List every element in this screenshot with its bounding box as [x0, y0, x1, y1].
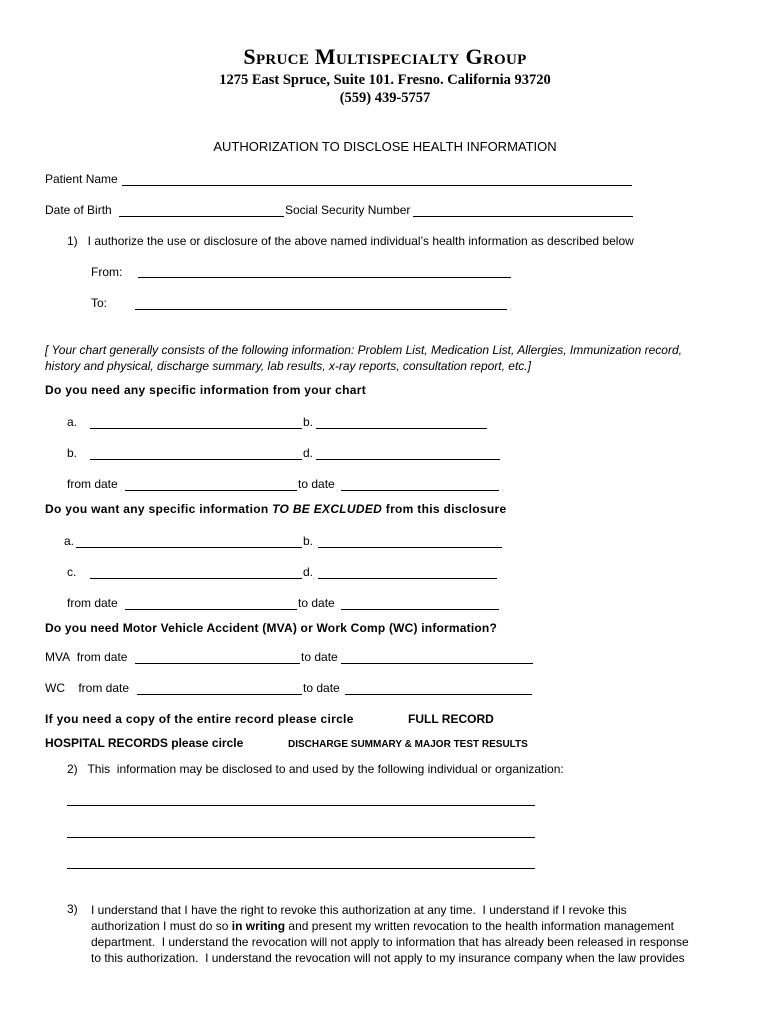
excluded-b-label: b.	[303, 534, 314, 548]
item-3-number: 3)	[67, 902, 78, 916]
mva-to-field[interactable]	[341, 663, 533, 664]
hospital-records-question: HOSPITAL RECORDS please circle	[45, 736, 244, 750]
excluded-a-field[interactable]	[76, 547, 302, 548]
chart-note-line-1	[45, 343, 682, 357]
discharge-summary-option[interactable]: DISCHARGE SUMMARY & MAJOR TEST RESULTS	[288, 739, 528, 750]
recipient-line-3[interactable]	[67, 868, 535, 869]
recipient-line-1[interactable]	[67, 805, 535, 806]
excluded-info-question	[45, 502, 506, 516]
item-3-line-3: department. I understand the revocation will not apply to information that has already been released in response	[91, 935, 689, 949]
excluded-c-label: c.	[67, 565, 77, 579]
excluded-d-field[interactable]	[318, 578, 497, 579]
to-label: To:	[91, 296, 108, 310]
item-3-paragraph	[91, 902, 751, 966]
organization-name: Spruce Multispecialty Group	[243, 44, 527, 69]
item-2-text: 2) This information may be disclosed to and used by the following individual or organization:	[67, 762, 564, 776]
excluded-q-prefix: Do you want any specific information	[45, 502, 273, 516]
full-record-question: If you need a copy of the entire record please circle	[45, 712, 354, 726]
wc-to-field[interactable]	[345, 694, 532, 695]
wc-from-field[interactable]	[137, 694, 302, 695]
dob-label: Date of Birth	[45, 203, 112, 217]
mva-from-label: MVA from date	[45, 650, 128, 664]
dob-field[interactable]	[119, 216, 284, 217]
excluded-d-label: d.	[303, 565, 314, 579]
wc-to-label: to date	[303, 681, 340, 695]
excluded-to-date-label: to date	[298, 596, 335, 610]
to-field[interactable]	[135, 309, 507, 310]
patient-name-field[interactable]	[122, 185, 632, 186]
organization-address: 1275 East Spruce, Suite 101. Fresno. California 93720	[219, 72, 551, 88]
excluded-c-field[interactable]	[90, 578, 302, 579]
specific-a-field[interactable]	[90, 428, 302, 429]
specific-info-question: Do you need any specific information from your chart	[45, 383, 366, 397]
item-3-line-1: I understand that I have the right to revoke this authorization at any time. I understand if I revoke this	[91, 903, 627, 917]
specific-to-date-label: to date	[298, 477, 335, 491]
chart-note-text-1: [ Your chart generally consists of the following information: Problem List, Medication List, Allergies, Immunization record,	[45, 343, 682, 357]
mva-from-field[interactable]	[135, 663, 300, 664]
specific-c-label: b.	[67, 446, 78, 460]
item-1-text: 1) I authorize the use or disclosure of the above named individual’s health information as described below	[67, 234, 634, 248]
specific-from-date-field[interactable]	[125, 490, 297, 491]
excluded-to-date-field[interactable]	[341, 609, 499, 610]
specific-b-label: b.	[303, 415, 314, 429]
organization-phone: (559) 439-5757	[339, 90, 431, 106]
item-3-line-4: to this authorization. I understand the revocation will not apply to my insurance company when the law provides	[91, 951, 685, 965]
mva-to-label: to date	[301, 650, 338, 664]
recipient-line-2[interactable]	[67, 837, 535, 838]
item-3-line-2-pre: authorization I must do so	[91, 919, 232, 933]
full-record-option[interactable]: FULL RECORD	[408, 712, 494, 726]
item-3-line-2	[91, 918, 751, 934]
specific-d-label: d.	[303, 446, 314, 460]
excluded-b-field[interactable]	[318, 547, 502, 548]
form-title: AUTHORIZATION TO DISCLOSE HEALTH INFORMATION	[213, 139, 557, 154]
ssn-field[interactable]	[413, 216, 633, 217]
specific-to-date-field[interactable]	[341, 490, 499, 491]
ssn-label: Social Security Number	[285, 203, 411, 217]
item-3-line-2-post: and present my written revocation to the health information management	[285, 919, 674, 933]
item-3-line-2-emphasis: in writing	[231, 919, 286, 933]
from-field[interactable]	[138, 277, 511, 278]
chart-note-line-2: history and physical, discharge summary, lab results, x-ray reports, consultation report, etc.]	[45, 359, 531, 373]
specific-c-field[interactable]	[90, 459, 302, 460]
specific-from-date-label: from date	[67, 477, 118, 491]
excluded-from-date-field[interactable]	[125, 609, 297, 610]
from-label: From:	[91, 265, 123, 279]
specific-a-label: a.	[67, 415, 78, 429]
wc-from-label: WC from date	[45, 681, 130, 695]
patient-name-label: Patient Name	[45, 172, 118, 186]
excluded-q-suffix: from this disclosure	[382, 502, 507, 516]
excluded-a-label: a.	[64, 534, 75, 548]
mva-question: Do you need Motor Vehicle Accident (MVA) or Work Comp (WC) information?	[45, 621, 497, 635]
excluded-from-date-label: from date	[67, 596, 118, 610]
excluded-q-emphasis: TO BE EXCLUDED	[272, 502, 383, 516]
specific-b-field[interactable]	[316, 428, 487, 429]
specific-d-field[interactable]	[316, 459, 500, 460]
